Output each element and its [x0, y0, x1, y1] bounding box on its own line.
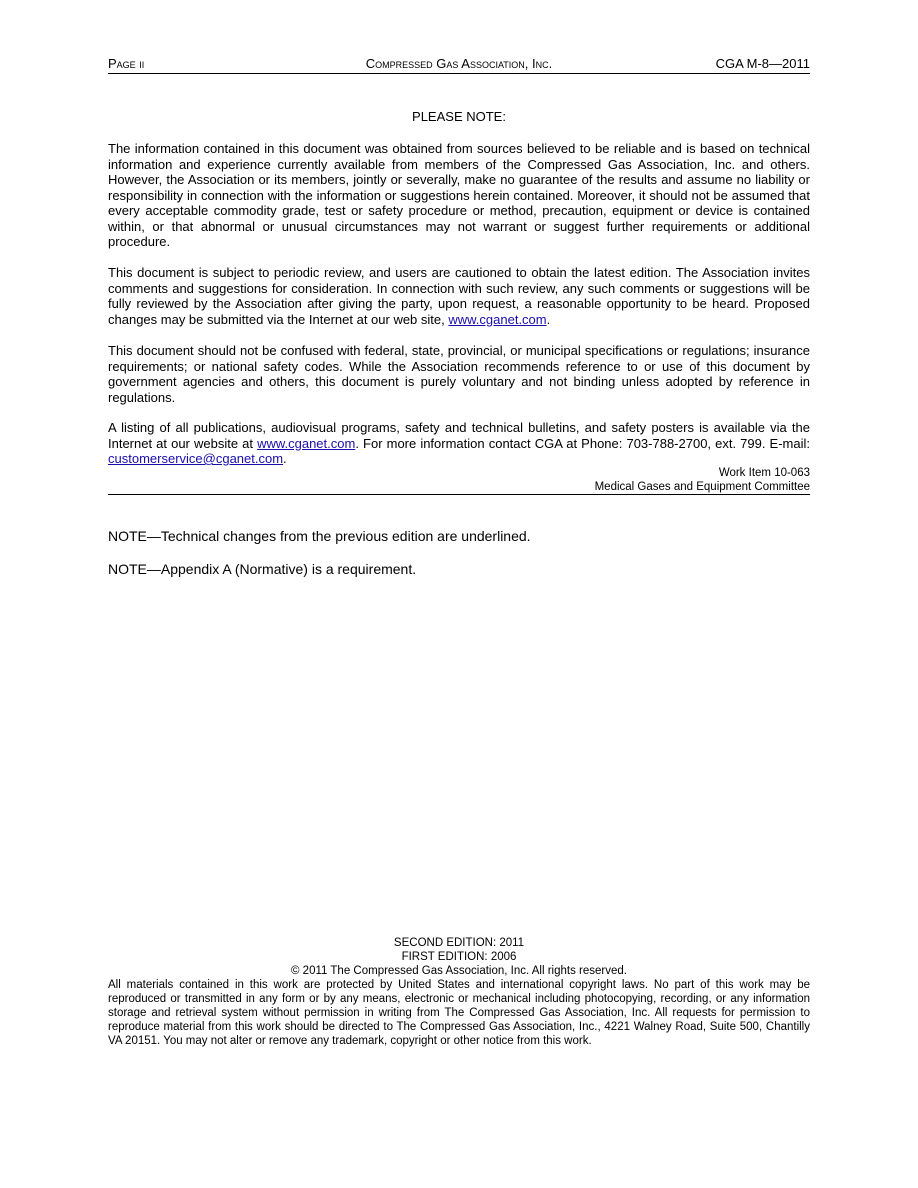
- disclaimer-paragraph: The information contained in this document was obtained from sources believed to be reliable and is based on technical information and experience currently available from members of the Compressed Gas Association, Inc. and others. However, the Association or its members, jointly or severally, make no guarantee of the results and assume no liability or responsibility in connection with the information or suggestions herein contained. Moreover, it should not be assumed that every acceptable commodity grade, test or safety procedure or method, precaution, equipment or device is contained within, or that abnormal or unusual circumstances may not warrant or suggest further requirements or additional procedure.: [108, 141, 810, 249]
- second-edition: SECOND EDITION: 2011: [393, 937, 525, 949]
- page-header: [108, 55, 810, 74]
- please-note-heading: PLEASE NOTE:: [412, 109, 506, 124]
- copyright-notice: © 2011 The Compressed Gas Association, Inc. All rights reserved.: [291, 965, 627, 977]
- document-code: CGA M-8—2011: [715, 56, 810, 71]
- page-number: Page ii: [108, 56, 145, 71]
- technical-changes-note: NOTE—Technical changes from the previous edition are underlined.: [108, 528, 531, 544]
- website-link[interactable]: www.cganet.com: [257, 435, 356, 451]
- regulations-paragraph: This document should not be confused with federal, state, provincial, or municipal specifications or regulations; insurance requirements; or national safety codes. While the Association recommends reference to or use of this document by government agencies and others, this document is purely voluntary and not binding unless adopted by reference in regulations.: [108, 343, 810, 405]
- publications-text: A listing of all publications, audiovisual programs, safety and technical bulletins, and safety posters is available via the Internet at our website at: [108, 420, 810, 451]
- email-link[interactable]: customerservice@cganet.com: [108, 451, 284, 466]
- review-paragraph: [108, 265, 810, 327]
- publisher-name: Compressed Gas Association, Inc.: [365, 56, 553, 71]
- review-end: .: [546, 311, 551, 327]
- work-item-label: Work Item 10-063: [718, 467, 810, 479]
- publications-paragraph: [108, 420, 810, 467]
- cganet-link[interactable]: www.cganet.com: [448, 311, 547, 327]
- appendix-note: NOTE—Appendix A (Normative) is a requirement.: [108, 561, 417, 577]
- contact-text: . For more information contact CGA at Phone: 703-788-2700, ext. 799. E-mail:: [355, 435, 810, 451]
- review-text: This document is subject to periodic review, and users are cautioned to obtain the latest edition. The Association invites comments and suggestions for consideration. In connection with such review, any such comments or suggestions will be fully reviewed by the Association after giving the party, upon request, a reasonable opportunity to be heard. Proposed changes may be submitted via the Internet at our web site,: [108, 265, 810, 327]
- legal-notice: All materials contained in this work are protected by United States and international copyright laws. No part of this work may be reproduced or transmitted in any form or by any means, electronic or mechanical including photocopying, recording, or any information storage and retrieval system without permission in writing from The Compressed Gas Association, Inc. All requests for permission to reproduce material from this work should be directed to The Compressed Gas Association, Inc., 4221 Walney Road, Suite 500, Chantilly VA 20151. You may not alter or remove any trademark, copyright or other notice from this work.: [108, 979, 810, 1047]
- publications-end: .: [283, 451, 287, 466]
- committee-label: Medical Gases and Equipment Committee: [108, 480, 810, 495]
- first-edition: FIRST EDITION: 2006: [401, 951, 517, 963]
